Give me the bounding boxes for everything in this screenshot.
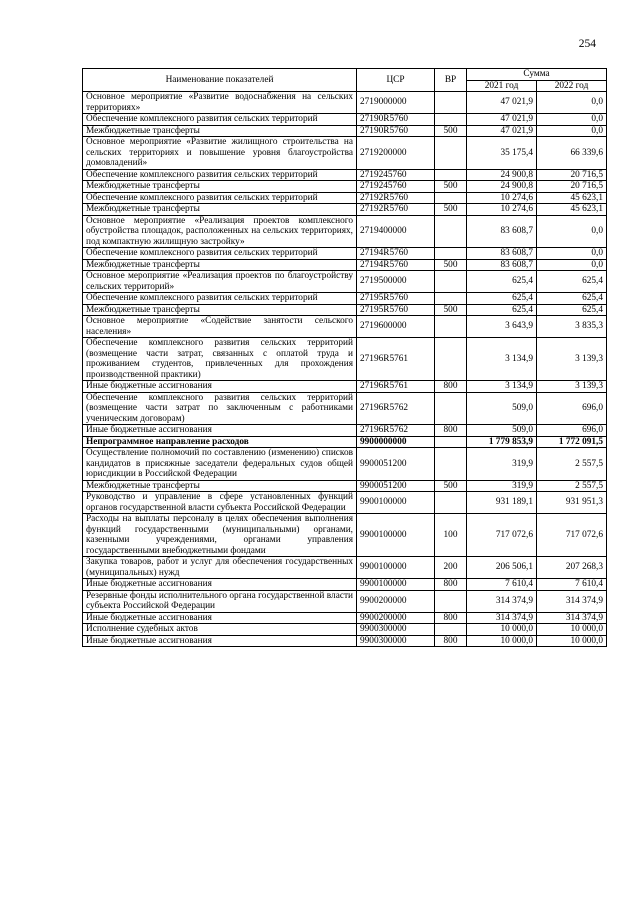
table-row (83, 304, 607, 316)
row-2022-cell: 45 623,1 (537, 204, 607, 216)
row-name-cell: Обеспечение комплексного развития сельских территорий (83, 169, 357, 181)
row-name-cell: Иные бюджетные ассигнования (83, 635, 357, 647)
row-2021-cell: 625,4 (467, 293, 537, 305)
row-csr-cell: 27192R5760 (357, 192, 435, 204)
row-2021-cell: 1 779 853,9 (467, 436, 537, 448)
row-csr-cell: 27194R5760 (357, 259, 435, 271)
row-vr-cell: 800 (435, 381, 467, 393)
row-name-cell: Межбюджетные трансферты (83, 304, 357, 316)
row-vr-cell (435, 338, 467, 381)
row-2022-cell: 10 000,0 (537, 624, 607, 636)
table-row (83, 181, 607, 193)
table-row (83, 425, 607, 437)
row-name-cell: Основное мероприятие «Содействие занятости сельского населения» (83, 316, 357, 338)
table-row (83, 392, 607, 425)
row-vr-cell (435, 248, 467, 260)
row-name-cell: Обеспечение комплексного развития сельских территорий (83, 293, 357, 305)
row-name-cell: Обеспечение комплексного развития сельских территорий (83, 114, 357, 126)
row-name-cell: Иные бюджетные ассигнования (83, 579, 357, 591)
budget-table (82, 68, 607, 647)
row-vr-cell (435, 436, 467, 448)
row-name-cell: Закупка товаров, работ и услуг для обеспечения государственных (муниципальных) нужд (83, 557, 357, 579)
row-2022-cell: 314 374,9 (537, 590, 607, 612)
row-2021-cell: 24 900,8 (467, 169, 537, 181)
row-2021-cell: 314 374,9 (467, 590, 537, 612)
row-2021-cell: 314 374,9 (467, 612, 537, 624)
row-csr-cell: 27190R5760 (357, 125, 435, 137)
row-csr-cell: 9900051200 (357, 448, 435, 481)
table-row (83, 259, 607, 271)
header-name: Наименование показателей (83, 69, 357, 92)
table-row (83, 204, 607, 216)
row-csr-cell: 9900300000 (357, 635, 435, 647)
row-2022-cell: 2 557,5 (537, 448, 607, 481)
row-vr-cell (435, 293, 467, 305)
table-row (83, 316, 607, 338)
row-2021-cell: 24 900,8 (467, 181, 537, 193)
row-name-cell: Обеспечение комплексного развития сельских территорий (возмещение части затрат, связанных с оплатой труда и проживанием студентов, привлеченных для прохождения производственной практики) (83, 338, 357, 381)
row-name-cell: Основное мероприятие «Реализация проектов по благоустройству сельских территорий» (83, 271, 357, 293)
row-2021-cell: 10 274,6 (467, 204, 537, 216)
row-name-cell: Резервные фонды исполнительного органа государственной власти субъекта Российской Федерации (83, 590, 357, 612)
row-vr-cell: 200 (435, 557, 467, 579)
table-row (83, 137, 607, 170)
row-2022-cell: 1 772 091,5 (537, 436, 607, 448)
row-2021-cell: 3 134,9 (467, 338, 537, 381)
row-name-cell: Исполнение судебных актов (83, 624, 357, 636)
row-2021-cell: 83 608,7 (467, 248, 537, 260)
table-row (83, 215, 607, 248)
row-2022-cell: 717 072,6 (537, 514, 607, 557)
row-2022-cell: 3 139,3 (537, 338, 607, 381)
header-sum: Сумма (467, 69, 607, 81)
row-csr-cell: 2719600000 (357, 316, 435, 338)
row-2021-cell: 47 021,9 (467, 125, 537, 137)
table-row (83, 624, 607, 636)
row-2022-cell: 20 716,5 (537, 169, 607, 181)
row-vr-cell (435, 271, 467, 293)
row-vr-cell (435, 590, 467, 612)
row-csr-cell: 9900100000 (357, 557, 435, 579)
row-name-cell: Межбюджетные трансферты (83, 480, 357, 492)
row-csr-cell: 27192R5760 (357, 204, 435, 216)
row-2022-cell: 696,0 (537, 392, 607, 425)
row-2021-cell: 319,9 (467, 448, 537, 481)
table-row (83, 293, 607, 305)
row-csr-cell: 27194R5760 (357, 248, 435, 260)
row-name-cell: Основное мероприятие «Реализация проектов комплексного обустройства площадок, расположенных на сельских территориях, под компактную жилищную застройку» (83, 215, 357, 248)
row-2022-cell: 0,0 (537, 92, 607, 114)
row-csr-cell: 2719245760 (357, 169, 435, 181)
row-vr-cell (435, 137, 467, 170)
table-row (83, 92, 607, 114)
table-row (83, 448, 607, 481)
row-vr-cell (435, 392, 467, 425)
row-2022-cell: 625,4 (537, 293, 607, 305)
row-vr-cell: 800 (435, 612, 467, 624)
row-vr-cell (435, 169, 467, 181)
row-csr-cell: 27196R5762 (357, 392, 435, 425)
table-row (83, 169, 607, 181)
row-2021-cell: 931 189,1 (467, 492, 537, 514)
row-name-cell: Руководство и управление в сфере установленных функций органов государственной власти субъекта Российской Федерации (83, 492, 357, 514)
table-row (83, 114, 607, 126)
row-vr-cell (435, 316, 467, 338)
row-2022-cell: 625,4 (537, 304, 607, 316)
row-vr-cell (435, 114, 467, 126)
row-csr-cell: 2719400000 (357, 215, 435, 248)
row-name-cell: Иные бюджетные ассигнования (83, 425, 357, 437)
row-name-cell: Расходы на выплаты персоналу в целях обеспечения выполнения функций государственными (муниципальными) органами, казенными учреждениями, органами управления государственными внебюджетными фондами (83, 514, 357, 557)
table-row (83, 635, 607, 647)
table-row (83, 381, 607, 393)
row-2022-cell: 314 374,9 (537, 612, 607, 624)
row-2021-cell: 319,9 (467, 480, 537, 492)
row-2021-cell: 625,4 (467, 304, 537, 316)
header-vr: ВР (435, 69, 467, 92)
row-vr-cell: 500 (435, 304, 467, 316)
row-name-cell: Обеспечение комплексного развития сельских территорий (83, 248, 357, 260)
table-row (83, 480, 607, 492)
row-vr-cell: 800 (435, 579, 467, 591)
row-2022-cell: 0,0 (537, 114, 607, 126)
table-row (83, 248, 607, 260)
row-2021-cell: 10 274,6 (467, 192, 537, 204)
table-row (83, 557, 607, 579)
row-2021-cell: 83 608,7 (467, 259, 537, 271)
row-2022-cell: 3 835,3 (537, 316, 607, 338)
row-csr-cell: 9900100000 (357, 579, 435, 591)
row-2021-cell: 47 021,9 (467, 92, 537, 114)
row-2022-cell: 20 716,5 (537, 181, 607, 193)
table-row (83, 338, 607, 381)
row-2022-cell: 0,0 (537, 259, 607, 271)
header-csr: ЦСР (357, 69, 435, 92)
row-name-cell: Иные бюджетные ассигнования (83, 612, 357, 624)
row-2021-cell: 509,0 (467, 392, 537, 425)
table-row (83, 125, 607, 137)
row-csr-cell: 9900100000 (357, 492, 435, 514)
row-vr-cell: 800 (435, 425, 467, 437)
row-name-cell: Межбюджетные трансферты (83, 204, 357, 216)
row-2021-cell: 10 000,0 (467, 635, 537, 647)
row-2021-cell: 509,0 (467, 425, 537, 437)
row-2022-cell: 696,0 (537, 425, 607, 437)
row-2021-cell: 83 608,7 (467, 215, 537, 248)
row-2022-cell: 45 623,1 (537, 192, 607, 204)
row-2021-cell: 625,4 (467, 271, 537, 293)
table-row (83, 514, 607, 557)
row-2022-cell: 0,0 (537, 248, 607, 260)
table-row (83, 192, 607, 204)
row-csr-cell: 27196R5761 (357, 338, 435, 381)
row-2022-cell: 207 268,3 (537, 557, 607, 579)
row-vr-cell: 500 (435, 480, 467, 492)
row-2022-cell: 2 557,5 (537, 480, 607, 492)
header-year-2021: 2021 год (467, 80, 537, 92)
row-csr-cell: 9900300000 (357, 624, 435, 636)
row-vr-cell: 500 (435, 181, 467, 193)
table-row (83, 579, 607, 591)
row-vr-cell (435, 92, 467, 114)
row-2022-cell: 0,0 (537, 125, 607, 137)
row-vr-cell (435, 215, 467, 248)
row-csr-cell: 2719500000 (357, 271, 435, 293)
table-row (83, 492, 607, 514)
row-2021-cell: 206 506,1 (467, 557, 537, 579)
row-name-cell: Межбюджетные трансферты (83, 125, 357, 137)
row-2021-cell: 10 000,0 (467, 624, 537, 636)
table-body (83, 92, 607, 647)
table-row (83, 436, 607, 448)
row-vr-cell (435, 492, 467, 514)
row-csr-cell: 27195R5760 (357, 293, 435, 305)
row-csr-cell: 27195R5760 (357, 304, 435, 316)
row-name-cell: Непрограммное направление расходов (83, 436, 357, 448)
row-name-cell: Основное мероприятие «Развитие жилищного строительства на сельских территориях и повышение уровня благоустройства домовладений» (83, 137, 357, 170)
row-csr-cell: 9900100000 (357, 514, 435, 557)
row-vr-cell (435, 192, 467, 204)
row-vr-cell: 100 (435, 514, 467, 557)
table-row (83, 271, 607, 293)
row-2021-cell: 3 643,9 (467, 316, 537, 338)
row-csr-cell: 27190R5760 (357, 114, 435, 126)
row-name-cell: Межбюджетные трансферты (83, 181, 357, 193)
row-vr-cell: 500 (435, 204, 467, 216)
row-csr-cell: 2719200000 (357, 137, 435, 170)
row-csr-cell: 9900051200 (357, 480, 435, 492)
row-2022-cell: 7 610,4 (537, 579, 607, 591)
row-csr-cell: 9900200000 (357, 590, 435, 612)
row-csr-cell: 27196R5762 (357, 425, 435, 437)
row-2022-cell: 625,4 (537, 271, 607, 293)
row-csr-cell: 9900200000 (357, 612, 435, 624)
row-2021-cell: 47 021,9 (467, 114, 537, 126)
row-vr-cell: 800 (435, 635, 467, 647)
row-vr-cell: 500 (435, 125, 467, 137)
row-name-cell: Основное мероприятие «Развитие водоснабжения на сельских территориях» (83, 92, 357, 114)
row-2022-cell: 931 951,3 (537, 492, 607, 514)
row-vr-cell: 500 (435, 259, 467, 271)
table-row (83, 612, 607, 624)
row-2021-cell: 3 134,9 (467, 381, 537, 393)
row-csr-cell: 2719245760 (357, 181, 435, 193)
row-2022-cell: 0,0 (537, 215, 607, 248)
row-2021-cell: 7 610,4 (467, 579, 537, 591)
row-csr-cell: 27196R5761 (357, 381, 435, 393)
row-2022-cell: 10 000,0 (537, 635, 607, 647)
header-year-2022: 2022 год (537, 80, 607, 92)
row-2021-cell: 717 072,6 (467, 514, 537, 557)
row-vr-cell (435, 448, 467, 481)
row-2021-cell: 35 175,4 (467, 137, 537, 170)
row-name-cell: Осуществление полномочий по составлению (изменению) списков кандидатов в присяжные заседатели федеральных судов общей юрисдикции в Российской Федерации (83, 448, 357, 481)
row-vr-cell (435, 624, 467, 636)
row-name-cell: Межбюджетные трансферты (83, 259, 357, 271)
row-name-cell: Обеспечение комплексного развития сельских территорий (83, 192, 357, 204)
row-csr-cell: 9900000000 (357, 436, 435, 448)
row-name-cell: Иные бюджетные ассигнования (83, 381, 357, 393)
row-csr-cell: 2719000000 (357, 92, 435, 114)
table-row (83, 590, 607, 612)
row-name-cell: Обеспечение комплексного развития сельских территорий (возмещение части затрат по заключенным с работниками ученическим договорам) (83, 392, 357, 425)
row-2022-cell: 66 339,6 (537, 137, 607, 170)
page-number: 254 (578, 38, 596, 50)
row-2022-cell: 3 139,3 (537, 381, 607, 393)
